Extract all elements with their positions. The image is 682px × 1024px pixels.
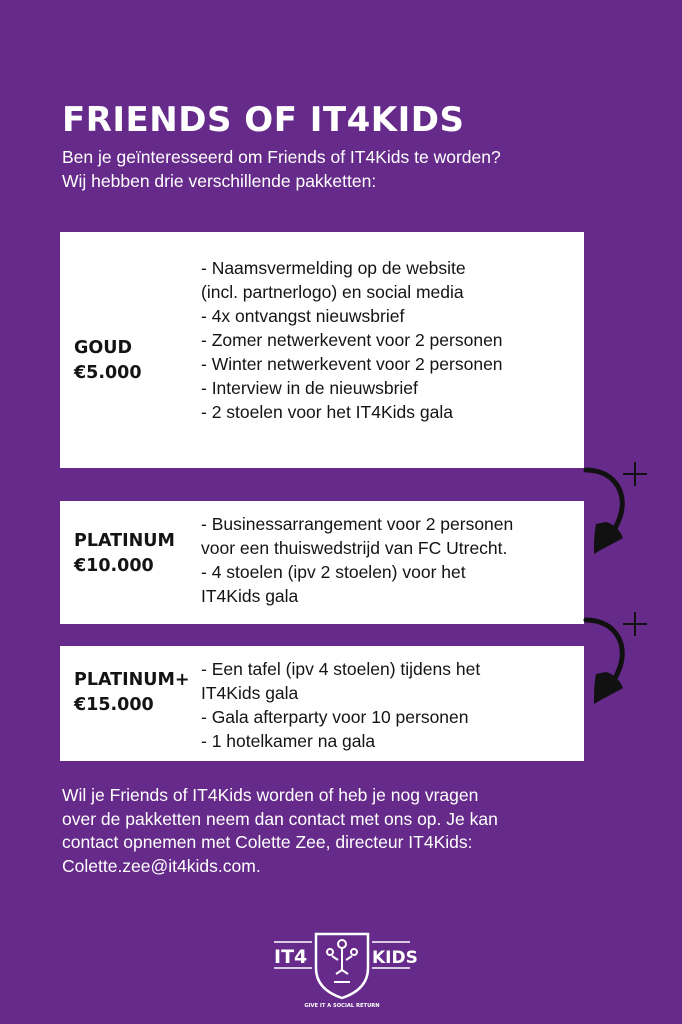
package-price: €15.000: [74, 695, 154, 715]
logo-tagline: GIVE IT A SOCIAL RETURN: [304, 1003, 380, 1009]
benefit-line: - Businessarrangement voor 2 personen: [201, 514, 514, 534]
page-title: FRIENDS OF IT4KIDS: [62, 100, 465, 140]
benefit-line: - Zomer netwerkevent voor 2 personen: [201, 330, 503, 350]
curved-arrow-plus-icon: [582, 458, 654, 558]
curved-arrow-plus-icon: [582, 608, 654, 708]
intro-line: Wij hebben drie verschillende pakketten:: [62, 171, 377, 191]
benefit-list: [201, 657, 480, 753]
benefit-line: - Interview in de nieuwsbrief: [201, 378, 418, 398]
logo-text-left: IT4: [274, 946, 308, 968]
contact-text: [62, 784, 642, 878]
package-name: PLATINUM+: [74, 670, 190, 690]
benefit-list: [201, 256, 503, 424]
package-name: GOUD: [74, 338, 132, 358]
benefit-list: [201, 512, 513, 608]
benefit-line: - Een tafel (ipv 4 stoelen) tijdens het: [201, 659, 481, 679]
package-name-price: [74, 668, 190, 718]
benefit-line: - 4x ontvangst nieuwsbrief: [201, 306, 405, 326]
benefit-line: (incl. partnerlogo) en social media: [201, 282, 464, 302]
package-card-platinum: [60, 501, 584, 624]
contact-line: over de pakketten neem dan contact met ons op. Je kan: [62, 808, 498, 829]
intro-text: [62, 145, 652, 193]
logo-text-right: KIDS: [372, 948, 418, 968]
contact-email[interactable]: Colette.zee@it4kids.com.: [62, 855, 261, 876]
benefit-line: - Winter netwerkevent voor 2 personen: [201, 354, 503, 374]
package-price: €10.000: [74, 556, 154, 576]
it4kids-logo: [272, 930, 418, 1010]
contact-line: contact opnemen met Colette Zee, directeur IT4Kids:: [62, 832, 473, 852]
package-card-goud: [60, 232, 584, 468]
package-name-price: [74, 529, 175, 579]
benefit-line: IT4Kids gala: [201, 683, 299, 703]
package-card-platinum-plus: [60, 646, 584, 761]
benefit-line: IT4Kids gala: [201, 586, 299, 606]
benefit-line: voor een thuiswedstrijd van FC Utrecht.: [201, 538, 508, 558]
benefit-line: - 4 stoelen (ipv 2 stoelen) voor het: [201, 562, 466, 582]
package-price: €5.000: [74, 363, 142, 383]
contact-line: Wil je Friends of IT4Kids worden of heb je nog vragen: [62, 785, 479, 805]
benefit-line: - Gala afterparty voor 10 personen: [201, 707, 469, 727]
benefit-line: - 1 hotelkamer na gala: [201, 731, 376, 751]
package-name-price: [74, 336, 142, 386]
benefit-line: - 2 stoelen voor het IT4Kids gala: [201, 402, 453, 422]
benefit-line: - Naamsvermelding op de website: [201, 258, 466, 278]
intro-line: Ben je geïnteresseerd om Friends of IT4Kids te worden?: [62, 147, 501, 167]
package-name: PLATINUM: [74, 531, 175, 551]
